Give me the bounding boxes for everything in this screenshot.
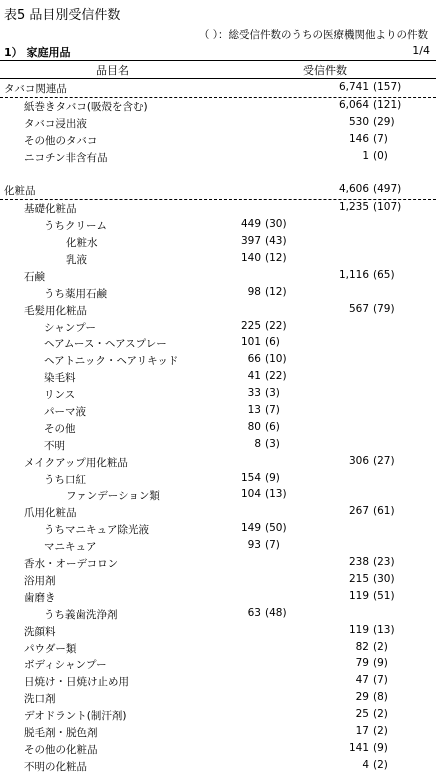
total-count bbox=[349, 556, 413, 568]
medical-count: (61) bbox=[373, 505, 395, 518]
table-row bbox=[0, 572, 436, 589]
item-name: 浴用剤 bbox=[24, 574, 56, 587]
medical-count: (22) bbox=[265, 319, 287, 332]
table-note: （ ）：総受信件数のうちの医療機関他よりの件数 bbox=[198, 29, 428, 41]
count-value: 140 bbox=[240, 252, 261, 265]
table-row bbox=[0, 352, 436, 369]
count-value: 146 bbox=[348, 132, 369, 145]
table-body bbox=[0, 80, 436, 775]
item-name: デオドラント(制汗剤) bbox=[24, 710, 127, 723]
table-title: 表5 品目別受信件数 bbox=[4, 8, 121, 23]
item-name: パウダー類 bbox=[24, 642, 77, 655]
sub-count bbox=[248, 539, 305, 551]
total-count bbox=[349, 455, 413, 467]
count-value: 93 bbox=[247, 539, 261, 552]
count-value: 33 bbox=[247, 387, 261, 400]
medical-count: (0) bbox=[373, 149, 388, 162]
item-name: 化粧品 bbox=[4, 185, 36, 198]
sub-count bbox=[248, 404, 305, 416]
sub-count bbox=[241, 218, 305, 230]
table-row bbox=[0, 285, 436, 302]
count-value: 1 bbox=[362, 149, 369, 162]
medical-count: (79) bbox=[373, 302, 395, 315]
table-row bbox=[0, 132, 436, 149]
medical-count: (13) bbox=[373, 623, 395, 636]
medical-count: (27) bbox=[373, 454, 395, 467]
count-value: 6,064 bbox=[338, 98, 369, 111]
item-name: 化粧水 bbox=[66, 237, 98, 250]
item-name: 紙巻きタバコ(吸殻を含む) bbox=[24, 100, 148, 113]
count-value: 397 bbox=[240, 235, 261, 248]
table-row bbox=[0, 200, 436, 217]
table-row bbox=[0, 487, 436, 504]
table-row bbox=[0, 182, 436, 200]
item-name: ヘアムース・ヘアスプレー bbox=[44, 338, 167, 351]
item-name: タバコ浸出液 bbox=[24, 117, 87, 130]
total-count bbox=[356, 641, 413, 653]
table-row bbox=[0, 623, 436, 640]
count-value: 225 bbox=[240, 319, 261, 332]
count-value: 238 bbox=[348, 556, 369, 569]
table-row bbox=[0, 589, 436, 606]
medical-count: (65) bbox=[373, 268, 395, 281]
total-count bbox=[349, 133, 413, 145]
count-value: 141 bbox=[348, 741, 369, 754]
item-name: シャンプー bbox=[44, 321, 96, 334]
medical-count: (2) bbox=[373, 708, 388, 721]
count-value: 215 bbox=[348, 572, 369, 585]
medical-count: (9) bbox=[373, 657, 388, 670]
header-top-rule bbox=[0, 60, 436, 61]
item-name: 爪用化粧品 bbox=[24, 507, 77, 520]
sub-count bbox=[241, 472, 305, 484]
item-name: 洗顔料 bbox=[24, 625, 56, 638]
table-row bbox=[0, 403, 436, 420]
item-name: 歯磨き bbox=[24, 591, 56, 604]
total-count bbox=[349, 624, 413, 636]
item-name: 基礎化粧品 bbox=[24, 203, 77, 216]
medical-count: (7) bbox=[373, 674, 388, 687]
medical-count: (30) bbox=[265, 218, 287, 231]
count-value: 29 bbox=[355, 691, 369, 704]
table-row bbox=[0, 471, 436, 488]
table-row bbox=[0, 420, 436, 437]
count-value: 567 bbox=[348, 302, 369, 315]
count-value: 530 bbox=[348, 115, 369, 128]
medical-count: (12) bbox=[265, 285, 287, 298]
table-row bbox=[0, 437, 436, 454]
total-count bbox=[349, 573, 413, 585]
count-value: 79 bbox=[355, 657, 369, 670]
medical-count: (2) bbox=[373, 640, 388, 653]
sub-count bbox=[248, 387, 305, 399]
sub-count bbox=[241, 488, 305, 500]
table-row bbox=[0, 319, 436, 336]
sub-count bbox=[248, 286, 305, 298]
table-row bbox=[0, 606, 436, 623]
item-name: ファンデーション類 bbox=[66, 490, 160, 503]
count-value: 101 bbox=[240, 336, 261, 349]
table-row bbox=[0, 690, 436, 707]
sub-count bbox=[241, 522, 305, 534]
item-name: 不明 bbox=[44, 439, 65, 452]
sub-count bbox=[241, 235, 305, 247]
header-bottom-rule bbox=[0, 78, 436, 79]
count-value: 6,741 bbox=[338, 81, 369, 93]
item-name: うちマニキュア除光液 bbox=[44, 524, 149, 537]
count-value: 80 bbox=[247, 420, 261, 433]
count-value: 1,235 bbox=[338, 201, 369, 214]
table-row bbox=[0, 302, 436, 319]
table-row bbox=[0, 724, 436, 741]
medical-count: (12) bbox=[265, 252, 287, 265]
sub-count bbox=[241, 320, 305, 332]
total-count bbox=[339, 201, 413, 213]
table-row bbox=[0, 369, 436, 386]
medical-count: (157) bbox=[373, 81, 402, 93]
table-row bbox=[0, 707, 436, 724]
total-count bbox=[339, 99, 413, 111]
table-row bbox=[0, 640, 436, 657]
medical-count: (7) bbox=[265, 539, 280, 552]
column-header-item: 品目名 bbox=[96, 64, 129, 77]
total-count bbox=[356, 708, 413, 720]
table-row bbox=[0, 98, 436, 115]
table-row bbox=[0, 656, 436, 673]
count-value: 119 bbox=[348, 623, 369, 636]
sub-count bbox=[248, 421, 305, 433]
count-value: 82 bbox=[355, 640, 369, 653]
medical-count: (107) bbox=[373, 201, 402, 214]
total-count bbox=[362, 150, 413, 162]
count-value: 119 bbox=[348, 589, 369, 602]
total-count bbox=[349, 590, 413, 602]
count-value: 4,606 bbox=[338, 183, 369, 196]
total-count bbox=[339, 269, 413, 281]
medical-count: (10) bbox=[265, 353, 287, 366]
medical-count: (9) bbox=[265, 471, 280, 484]
item-name: 洗口剤 bbox=[24, 693, 56, 706]
item-name: メイクアップ用化粧品 bbox=[24, 456, 128, 469]
table-row bbox=[0, 386, 436, 403]
item-name: マニキュア bbox=[44, 541, 97, 554]
count-value: 154 bbox=[240, 471, 261, 484]
count-value: 41 bbox=[247, 370, 261, 383]
count-value: 8 bbox=[254, 437, 261, 450]
medical-count: (6) bbox=[265, 420, 280, 433]
table-row bbox=[0, 335, 436, 352]
item-name: タバコ関連品 bbox=[4, 83, 67, 95]
medical-count: (3) bbox=[265, 387, 280, 400]
medical-count: (22) bbox=[265, 370, 287, 383]
medical-count: (7) bbox=[373, 132, 388, 145]
sub-count bbox=[248, 353, 305, 365]
count-value: 98 bbox=[247, 285, 261, 298]
count-value: 17 bbox=[355, 724, 369, 737]
medical-count: (51) bbox=[373, 589, 395, 602]
medical-count: (497) bbox=[373, 183, 402, 196]
item-name: 日焼け・日焼け止め用 bbox=[24, 676, 129, 689]
medical-count: (9) bbox=[373, 741, 388, 754]
medical-count: (50) bbox=[265, 522, 287, 535]
total-count bbox=[339, 183, 413, 195]
medical-count: (6) bbox=[265, 336, 280, 349]
total-count bbox=[339, 81, 413, 93]
count-value: 47 bbox=[355, 674, 369, 687]
table-row bbox=[0, 454, 436, 471]
medical-count: (7) bbox=[265, 404, 280, 417]
table-row bbox=[0, 234, 436, 251]
item-name: その他の化粧品 bbox=[24, 743, 98, 756]
medical-count: (29) bbox=[373, 115, 395, 128]
table-row bbox=[0, 80, 436, 98]
total-count bbox=[349, 303, 413, 315]
total-count bbox=[349, 116, 413, 128]
item-name: うち薬用石鹸 bbox=[44, 287, 107, 300]
section-title: 1） 家庭用品 bbox=[4, 46, 71, 59]
medical-count: (3) bbox=[265, 437, 280, 450]
medical-count: (23) bbox=[373, 556, 395, 569]
item-name: 不明の化粧品 bbox=[24, 760, 87, 773]
sub-count bbox=[248, 607, 305, 619]
item-name: 石鹸 bbox=[24, 270, 45, 283]
item-name: 脱毛剤・脱色剤 bbox=[24, 726, 98, 739]
total-count bbox=[349, 742, 413, 754]
medical-count: (13) bbox=[265, 488, 287, 501]
medical-count: (48) bbox=[265, 606, 287, 619]
item-name: 染毛料 bbox=[44, 372, 76, 385]
item-name: ヘアトニック・ヘアリキッド bbox=[44, 355, 179, 368]
count-value: 149 bbox=[240, 522, 261, 535]
table-row bbox=[0, 504, 436, 521]
item-name: うちクリーム bbox=[44, 220, 107, 233]
total-count bbox=[356, 725, 413, 737]
table-spacer bbox=[0, 165, 436, 182]
total-count bbox=[356, 691, 413, 703]
column-header-count: 受信件数 bbox=[303, 64, 347, 77]
sub-count bbox=[241, 336, 305, 348]
total-count bbox=[356, 657, 413, 669]
item-name: その他のタバコ bbox=[24, 134, 98, 147]
item-name: ニコチン非含有品 bbox=[24, 151, 108, 164]
count-value: 13 bbox=[247, 404, 261, 417]
medical-count: (2) bbox=[373, 724, 388, 737]
item-name: リンス bbox=[44, 389, 76, 402]
count-value: 25 bbox=[355, 708, 369, 721]
count-value: 4 bbox=[362, 758, 369, 771]
medical-count: (2) bbox=[373, 758, 388, 771]
total-count bbox=[356, 674, 413, 686]
total-count bbox=[349, 505, 413, 517]
table-row bbox=[0, 268, 436, 285]
table-row bbox=[0, 521, 436, 538]
count-value: 267 bbox=[348, 505, 369, 518]
count-value: 449 bbox=[240, 218, 261, 231]
count-value: 66 bbox=[247, 353, 261, 366]
total-count bbox=[362, 759, 413, 771]
sub-count bbox=[241, 252, 305, 264]
item-name: その他 bbox=[44, 422, 76, 435]
table-row bbox=[0, 758, 436, 775]
medical-count: (43) bbox=[265, 235, 287, 248]
table-row bbox=[0, 555, 436, 572]
page-number: 1/4 bbox=[412, 44, 430, 57]
medical-count: (121) bbox=[373, 98, 402, 111]
table-row bbox=[0, 673, 436, 690]
item-name: パーマ液 bbox=[44, 406, 86, 419]
sub-count bbox=[254, 438, 305, 450]
table-row bbox=[0, 115, 436, 132]
table-row bbox=[0, 217, 436, 234]
count-value: 63 bbox=[247, 606, 261, 619]
item-name: 毛髪用化粧品 bbox=[24, 304, 87, 317]
count-value: 306 bbox=[348, 454, 369, 467]
table-row bbox=[0, 741, 436, 758]
item-name: 香水・オーデコロン bbox=[24, 558, 119, 571]
medical-count: (8) bbox=[373, 691, 388, 704]
item-name: ボディシャンプー bbox=[24, 659, 107, 672]
table-row bbox=[0, 149, 436, 166]
item-name: 乳液 bbox=[66, 254, 87, 267]
table-row bbox=[0, 538, 436, 555]
medical-count: (30) bbox=[373, 572, 395, 585]
table-row bbox=[0, 251, 436, 268]
item-name: うち口紅 bbox=[44, 473, 86, 486]
sub-count bbox=[248, 370, 305, 382]
count-value: 1,116 bbox=[338, 268, 369, 281]
item-name: うち義歯洗浄剤 bbox=[44, 608, 118, 621]
count-value: 104 bbox=[240, 488, 261, 501]
